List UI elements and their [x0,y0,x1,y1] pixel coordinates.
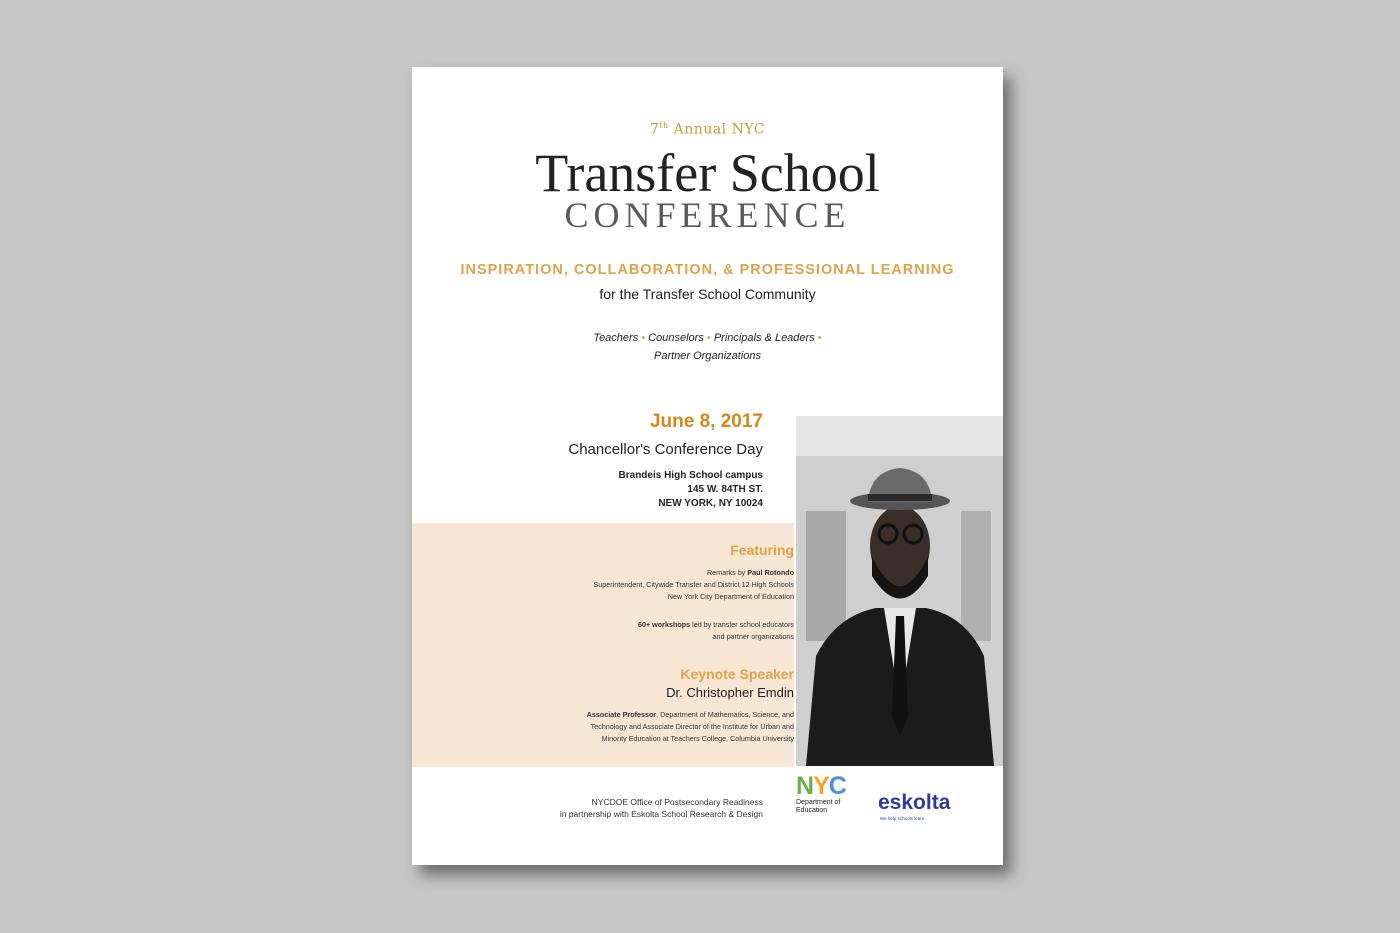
audience-list: Teachers • Counselors • Principals & Leaders • Partner Organizations [593,332,822,362]
event-address: Brandeis High School campus 145 W. 84TH ST. NEW YORK, NY 10024 [618,470,763,509]
eskolta-tagline: We help schools learn [880,816,925,821]
event-day-name: Chancellor's Conference Day [568,441,763,458]
workshops-text: 60+ workshops led by transfer school educators and partner organizations [637,620,794,641]
tagline-sub: for the Transfer School Community [599,286,816,302]
flyer-title: Transfer School [535,143,880,203]
edition-line: 7th Annual NYC [649,121,766,138]
keynote-name: Dr. Christopher Emdin [666,685,794,700]
event-date: June 8, 2017 [649,411,763,432]
organizer-credit: NYCDOE Office of Postsecondary Readiness in partnership with Eskolta School Research & Design [559,797,763,819]
nyc-logo-caption: Department of Education [796,799,841,814]
keynote-heading: Keynote Speaker [680,666,794,682]
nyc-logo-icon: NYC [796,772,846,800]
featuring-band [412,523,794,767]
speaker-photo-icon [796,416,1003,766]
speaker-photo [796,416,1003,766]
remarks-text: Remarks by Paul Rotondo Superintendent, Citywide Transfer and District 12 High Schools New York City Department of Education [593,568,794,601]
featuring-heading: Featuring [730,542,794,558]
eskolta-logo-icon: eskolta [878,791,951,814]
flyer-subtitle: CONFERENCE [564,195,851,235]
tagline: INSPIRATION, COLLABORATION, & PROFESSIONAL LEARNING [460,262,955,278]
nyc-doe-logo [796,773,866,823]
conference-flyer [412,67,1003,865]
keynote-description: Associate Professor, Department of Mathematics, Science, and Technology and Associate Director of the Institute for Urban and Minority Education at Teachers College, Columbia University [586,710,794,743]
